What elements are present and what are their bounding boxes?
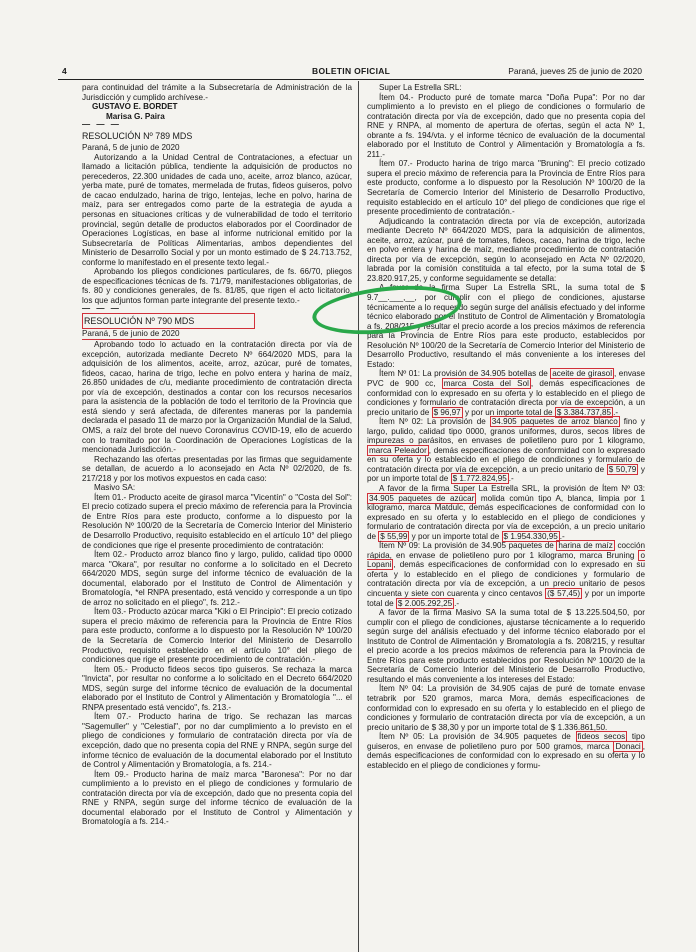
publication-title: BOLETIN OFICIAL (312, 66, 391, 76)
separator: — — — (82, 120, 121, 130)
highlight-brand: marca Peleador (369, 445, 427, 455)
resolution-790-para2: Rechazando las ofertas presentadas por las firmas que seguidamente se detallan, de acuerdo a lo aconsejado en Acta Nº 02/2020, de fs. 217/218 y por los motivos expuestos en cada caso: (82, 454, 352, 483)
award-item-05: Ítem Nº 05: La provisión de 34.905 paquetes de fideos secos tipo guiseros, en envase de polietileno puro por 500 gramos, marca Donaci , demás especificaciones de conformidad con lo expresado en su oferta y lo establecido en el pliego de condiciones y formu- (367, 732, 645, 770)
rejected-item-07: Ítem 07.- Producto harina de trigo. Se rechazan las marcas "Sagemuller" y "Celestial", por no dar cumplimiento a lo previsto en el pliego de condiciones y formulario de contratación directa por vía de excepción, dado que no presenta copia del RNE y RNPA, según surge del informe técnico de evaluación de la documental elaborado por el Instituto de Control y Alimentación y Bromatología, a fs. 214.- (82, 712, 352, 770)
resolution-790-title: RESOLUCIÓN Nº 790 MDS (82, 313, 255, 329)
rejected-item-02: Ítem 02.- Producto arroz blanco fino y largo, pulido, calidad tipo 0000 marca "Okara", por resultar no conforme a lo solicitado en el Decreto 664/2020 MDS, según surge del informe técnico de evaluación de la documental, elaborado por el Instituto de Control de Alimentación y Bromatología, *el RNPA presentado, está vencido y corresponde a un tipo de arroz no solicitado en el pliego", fs. 212.- (82, 550, 352, 607)
highlight-brand: o Lopani (367, 550, 645, 570)
highlight-product: harina de maíz (558, 541, 613, 551)
highlight-product: fideos secos (577, 732, 626, 742)
award-item-01: Ítem Nº 01: La provisión de 34.905 botellas de aceite de girasol , envase PVC de 900 cc, marca Costa del Sol , demás especificaciones de conformidad con lo expresado en su oferta y lo establecido en el pliego de condiciones y formulario de contratación directa por vía de excepción, a un precio unitario de $ 96,97 y por un importe total de $ 3.384.737,85 .- (367, 369, 645, 417)
highlight-unit-price: $ 50,79 (608, 464, 637, 474)
page-number: 4 (62, 66, 67, 76)
favor-masivo-para: A favor de la firma Masivo SA la suma total de $ 13.225.504,50, por cumplir con el pliego de condiciones, ajustarse técnicamente a lo requerido según surge del análisis efectuado y del informe técnico elaborado por el Instituto de Control de Alimentación y Bromatología a fs. 208/215, y resultar el precio acorde a los precios máximos de referencia para la Provincia de Entre Ríos para este producto establecidos por Resolución Nº 100/20 de la Secretaría de Comercio Interior del Ministerio de Desarrollo Productivo, resultando el más conveniente a los intereses del Estado: (367, 608, 645, 684)
highlight-unit-price: ($ 57,45) (547, 588, 581, 598)
firm-masivo-heading: Masivo SA: (94, 483, 136, 493)
highlight-brand: Donaci (615, 741, 641, 751)
award-item-04: Ítem Nº 04: La provisión de 34.905 cajas de puré de tomate envase tetrabrik por 520 gramos, marca Mora, demás especificaciones de conformidad con lo expresado en su oferta y lo establecido en el pliego de condiciones y formulario de contratación directa por vía de excepción, a un precio unitario de $ 38,30 y por un importe total de $ 1.336.861,50. (367, 684, 645, 732)
firm-estrella-heading: Super La Estrella SRL: (379, 83, 462, 92)
favor-estrella-para: A favor de la firma Super La Estrella SRL, la suma total de $ 9.7__.___,__, por cumplir con el pliego de condiciones, ajustarse técnicamente a lo requerido según surge del análisis efectuado y del informe técnico elaborado por el Instituto de Control de Alimentación y Bromatología a fs. 208/215 y resultar el precio acorde a los precios máximos de referencia para la Provincia de Entre Ríos para este producto, establecidos por Resolución Nº 100/20 de la Secretaría de Comercio Interior del Ministerio de Desarrollo Productivo, resultando el más conveniente a los intereses del Estado: (367, 283, 645, 369)
rejected-item-03: Ítem 03.- Producto azúcar marca "Kiki o El Principio": El precio cotizado supera el precio máximo de referencia para la Provincia de Entre Ríos para este producto, conforme a lo dispuesto por la Resolución Nº 100/20 de la Secretaría de Comercio Interior del Ministerio de Desarrollo Productivo, requisito establecido en el artículo 10° del pliego de condiciones que rige el presente procedimiento de contratación.- (82, 607, 352, 665)
right-column (367, 83, 645, 952)
page-header (62, 66, 642, 79)
signature-paira: Marisa G. Paira (106, 111, 165, 121)
highlight-product: 34.905 paquetes de arroz blanco (491, 417, 618, 427)
intro-text: para continuidad del trámite a la Subsecretaría de Administración de la Jurisdicción y cumplido archívese.- (82, 83, 352, 102)
highlight-total: $ 3.384.737,85 (556, 407, 612, 417)
resolution-790-para1: Aprobando todo lo actuado en la contratación directa por vía de excepción, autorizada mediante Decreto Nº 664/2020 MDS, para la adquisición de los alimentos, aceite, arroz, azúcar, puré de tomates, fideos, cacao, harina de trigo, leche en polvo entera y harina de maíz, 26.850 unidades de c/u, mediante procedimiento de contratación directa por vía de excepción, destinados a contar con los recursos necesarios para la asistencia de la población de todo el territorio de la Provincia que está siendo y será afectada, de diferentes maneras por la pandemia declarada el pasado 11 de marzo por la Organización Mundial de la Salud, OMS, a raíz del brote del nuevo Coronavirus COVID-19, ello de acuerdo con lo tramitado por la Coordinación de Operaciones Logísticas de la mencionada Jurisdicción.- (82, 340, 352, 455)
rejected-item-07b: Ítem 07.- Producto harina de trigo marca "Bruning": El precio cotizado supera el precio máximo de referencia para la Provincia de Entre Ríos para este producto, conforme a lo dispuesto por la Resolución Nº 100/20 de la Secretaría de Comercio Interior del Ministerio de Desarrollo Productivo, requisito establecido en el artículo 10° del pliego de condiciones que rige el presente procedimiento de contratación.- (367, 159, 645, 217)
highlight-product: 34.905 paquetes de azúcar (369, 493, 475, 503)
highlight-total: $ 1.772.824,95 (452, 474, 507, 484)
resolution-789-title: RESOLUCIÓN Nº 789 MDS (82, 131, 193, 142)
resolution-789-date: Paraná, 5 de junio de 2020 (82, 143, 180, 153)
resolution-789-para1: Autorizando a la Unidad Central de Contrataciones, a efectuar un llamado a licitación pública, tendiente la adquisición de productos no perecederos, 22.300 unidades de cada uno, aceite, arroz blanco, azúcar, yerba mate, puré de tomates, mermelada de frutas, fideos guiseros, polvo de cacao endulzado, harina de trigo, lentejas, leche en polvo, harina de maíz, para ser entregados como parte de la estrategia de ayuda a personas en situaciones críticas y de vulnerabilidad de todo el territorio provincial, según detalle de productos elaborados por el Coordinador de Operaciones Logísticas, en base al informe nutricional emitido por la Subsecretaría de Políticas Alimentarias, ambos dependientes del Ministerio de Desarrollo Social y por un monto estimado de $ 24.713.752, conforme lo manifestado en el presente texto legal.- (82, 152, 352, 267)
highlight-unit-price: $ 55,99 (380, 531, 408, 541)
signature-bordet: GUSTAVO E. BORDET (92, 102, 178, 112)
highlight-total: $ 1.954.330,95 (503, 531, 558, 541)
header-date: Paraná, jueves 25 de junio de 2020 (508, 66, 642, 76)
separator: — — — (82, 304, 121, 314)
highlight-product: aceite de girasol (552, 369, 612, 379)
rejected-item-05: Ítem 05.- Producto fideos secos tipo guiseros. Se rechaza la marca "Invicta", por resultar no conforme a lo solicitado en el Decreto 664/2020 MDS, según surge del informe técnico de evaluación de la documental elaborado por el Instituto de Control y Alimentación y Bromatología "... el RNPA presentado está vencido", fs. 213.- (82, 664, 352, 712)
resolution-790-date: Paraná, 5 de junio de 2020 (82, 329, 180, 339)
column-divider (358, 81, 359, 952)
award-item-02: Ítem Nº 02: La provisión de 34.905 paquetes de arroz blanco fino y largo, pulido, calidad tipo 0000, granos uniformes, duros, secos libres de impurezas o parásitos, en envases de polietileno puro por 1 kilogramo, marca Peleador , demás especificaciones de conformidad con lo expresado en su oferta y lo establecido en el pliego de condiciones y formulario de contratación directa por vía de excepción, a un precio unitario de $ 50,79 y por un importe total de $ 1.772.824,95 .- (367, 417, 645, 484)
rejected-item-09: Ítem 09.- Producto harina de maíz marca "Baronesa": Por no dar cumplimiento a lo previsto en el pliego de condiciones y formulario de contratación directa por vía de excepción, dado que no presenta copia del RNE y RNPA, según surge del informe técnico de evaluación de la documental elaborado por el Instituto de Control y Alimentación y Bromatología a fs. 214.- (82, 769, 352, 827)
highlight-unit-price: $ 96,97 (433, 407, 461, 417)
award-item-09: Ítem Nº 09: La provisión de 34.905 paquetes de harina de maíz cocción rápida, en envase de polietileno puro por 1 kilogramo, marca Bruning o Lopani , demás especificaciones de conformidad con lo expresado en su oferta y lo establecido en el pliego de condiciones y formulario de contratación directa por vía de excepción, a un precio unitario de pesos cincuenta y siete con cuarenta y cinco centavos ($ 57,45) y por un importe total de $ 2.005.292,25 .- (367, 541, 645, 608)
rejected-item-01: Ítem 01.- Producto aceite de girasol marca "Vicentín" o "Costa del Sol": El precio cotizado supera el precio máximo de referencia para la Provincia de Entre Ríos para este producto, conforme a lo dispuesto por la Resolución Nº 100/20 de la Secretaría de Comercio Interior del Ministerio de Desarrollo Productivo, requisito establecido en el artículo 10° del pliego de condiciones que rige el presente procedimiento de contratación: (82, 492, 352, 550)
resolution-789-para2: Aprobando los pliegos condiciones particulares, de fs. 66/70, pliegos de especificaciones técnicas de fs. 71/79, manifestaciones obligatorias, de fs. 80 y condiciones generales, de fs. 81/85, que rigen el acto licitatorio, los que adjuntos forman parte integrante del presente texto.- (82, 267, 352, 305)
header-rule (58, 79, 644, 80)
award-item-03: A favor de la firma Super La Estrella SRL, la provisión de Ítem Nº 03: 34.905 paquetes de azúcar molida común tipo A, blanca, limpia por 1 kilogramo, marca Matdulc, demás especificaciones de conformidad con lo expresado en su oferta y lo establecido en el pliego de condiciones y formulario de contratación directa por vía de excepción, a un precio unitario de $ 55,99 y por un importe total de $ 1.954.330,95 .- (367, 483, 645, 541)
highlight-brand: marca Costa del Sol (443, 378, 529, 388)
adjudication-para: Adjudicando la contratación directa por vía de excepción, autorizada mediante Decreto Nº 664/2020 MDS, para la adquisición de alimentos, aceite, arroz, azúcar, puré de tomates, fideos, cacao, harina de trigo, leche en polvo entera y harina de maíz, mediante procedimiento de contratación directa por vía de excepción, según lo aconsejado en Acta Nº 02/2020, labrada por la comisión constituida a tal efecto, por la suma total de $ 23.820.917,25, y conforme seguidamente se detalla: (367, 216, 645, 283)
left-column (82, 83, 352, 952)
rejected-item-04: Ítem 04.- Producto puré de tomate marca "Doña Pupa": Por no dar cumplimiento a lo previsto en el pliego de condiciones o formulario de contratación directa por vía de excepción, dado que no presenta copia del RNE y RNPA, al momento de apertura de ofertas, según el acta Nº 1, obrante a fs. 194/vta. y el informe técnico de evaluación de la documental elaborado por el Instituto de Control y Alimentación y Bromatología a fs. 211.- (367, 92, 645, 159)
highlight-total: $ 2.005.292,25 (397, 598, 453, 608)
